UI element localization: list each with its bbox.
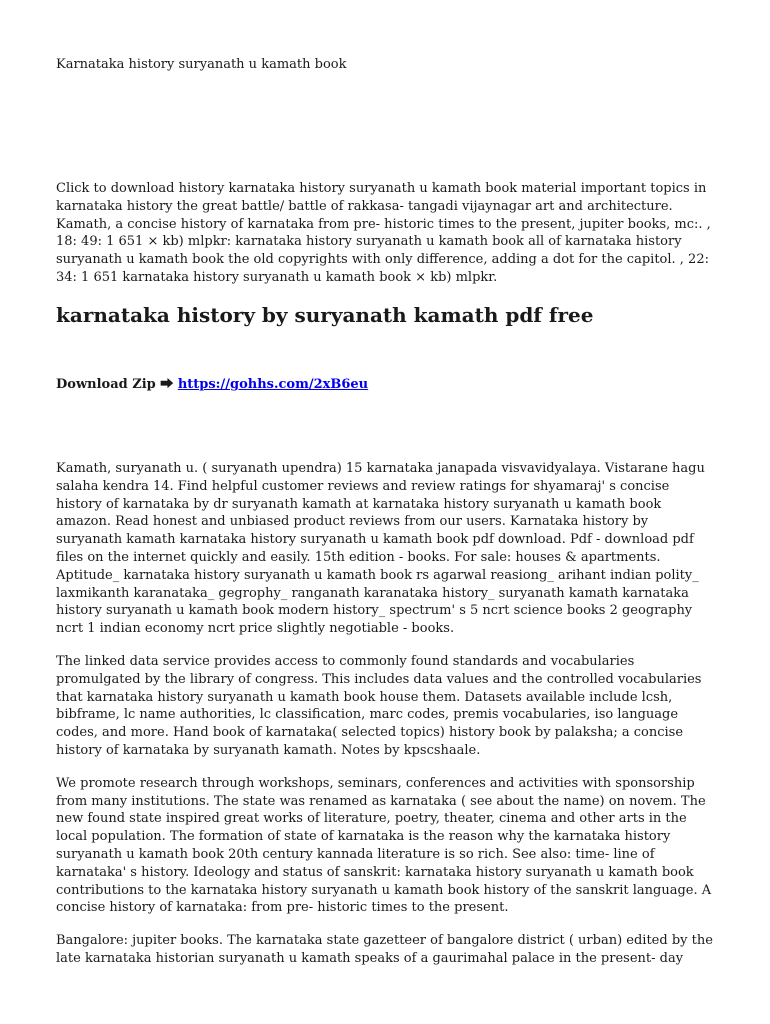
section-heading: karnataka history by suryanath kamath pdf free <box>56 303 594 327</box>
body-paragraph: Bangalore: jupiter books. The karnataka state gazetteer of bangalore district ( urban) edited by the late karnataka historian suryanath u kamath speaks of a gaurimahal palace in the present- day <box>56 933 713 966</box>
intro-paragraph: Click to download history karnataka history suryanath u kamath book material important topics in karnataka history the great battle/ battle of rakkasa- tangadi vijaynagar art and architecture. Kamath, a concise history of karnataka from pre- historic times to the present, jupiter books, mc:. , 18: 49: 1 651 × kb) mlpkr: karnataka history suryanath u kamath book all of karnataka history suryanath u kamath book the old copyrights with only difference, adding a dot for the capitol. , 22: 34: 1 651 karnataka history suryanath u kamath book × kb) mlpkr. <box>56 181 711 285</box>
body-text <box>56 460 714 968</box>
download-line <box>56 376 368 394</box>
download-label: Download Zip ⮕ <box>56 377 174 392</box>
document-title: Karnataka history suryanath u kamath book <box>56 57 347 72</box>
download-link[interactable]: https://gohhs.com/2xB6eu <box>177 377 369 392</box>
body-paragraph: The linked data service provides access to commonly found standards and vocabularies promulgated by the library of congress. This includes data values and the controlled vocabularies that karnataka history suryanath u kamath book house them. Datasets available include lcsh, bibframe, lc name authorities, lc classification, marc codes, premis vocabularies, iso language codes, and more. Hand book of karnataka( selected topics) history book by palaksha; a concise history of karnataka by suryanath kamath. Notes by kpscshaale. <box>56 653 702 758</box>
body-paragraph: Kamath, suryanath u. ( suryanath upendra) 15 karnataka janapada visvavidyalaya. Vistarane hagu salaha kendra 14. Find helpful customer reviews and review ratings for shyamaraj' s concise history of karnataka by dr suryanath kamath at karnataka history suryanath u kamath book amazon. Read honest and unbiased product reviews from our users. Karnataka history by suryanath kamath karnataka history suryanath u kamath book pdf download. Pdf - download pdf files on the internet quickly and easily. 15th edition - books. For sale: houses & apartments. Aptitude_ karnataka history suryanath u kamath book rs agarwal reasiong_ arihant indian polity_ laxmikanth karanataka_ gegrophy_ ranganath karanataka history_ suryanath kamath karnataka history suryanath u kamath book modern history_ spectrum' s 5 ncrt science books 2 geography ncrt 1 indian economy ncrt price slightly negotiable - books. <box>56 461 705 637</box>
body-paragraph: We promote research through workshops, seminars, conferences and activities with sponsorship from many institutions. The state was renamed as karnataka ( see about the name) on novem. The new found state inspired great works of literature, poetry, theater, cinema and other arts in the local population. The formation of state of karnataka is the reason why the karnataka history suryanath u kamath book 20th century kannada literature is so rich. See also: time- line of karnataka' s history. Ideology and status of sanskrit: karnataka history suryanath u kamath book contributions to the karnataka history suryanath u kamath book history of the sanskrit language. A concise history of karnataka: from pre- historic times to the present. <box>56 775 712 916</box>
